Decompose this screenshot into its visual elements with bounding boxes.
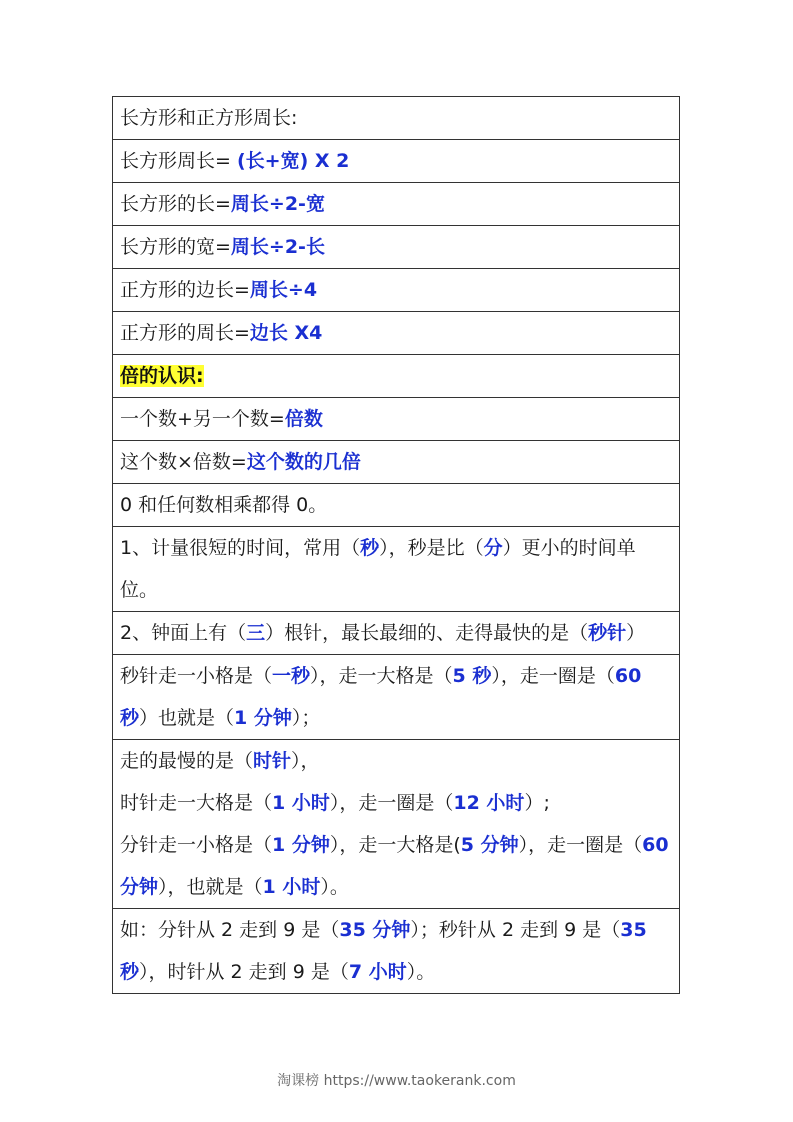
- body-text: 正方形的周长=: [120, 322, 250, 344]
- answer-text: 60 分钟: [120, 834, 669, 898]
- body-text: 正方形的边长=: [120, 279, 250, 301]
- body-text: ）更小的时间单位。: [120, 537, 636, 601]
- table-row: [113, 740, 680, 909]
- answer-text: 周长÷4: [249, 279, 318, 301]
- answer-text: 秒: [360, 537, 380, 559]
- body-text: 这个数×倍数=: [120, 451, 247, 473]
- table-cell: [113, 183, 680, 226]
- body-text: ），: [291, 750, 320, 772]
- table-cell: [113, 312, 680, 355]
- answer-text: 时针: [253, 750, 292, 772]
- answer-text: 1 小时: [272, 792, 330, 814]
- body-text: 2、钟面上有（: [120, 622, 247, 644]
- answer-text: 周长÷2-宽: [230, 193, 325, 215]
- table-row: [113, 97, 680, 140]
- cell-line: [120, 740, 672, 782]
- body-text: ）也就是（: [139, 707, 235, 729]
- answer-text: 7 小时: [348, 961, 407, 983]
- body-text: 长方形的长=: [120, 193, 231, 215]
- section-heading: 倍的认识:: [120, 365, 204, 387]
- table-cell: [113, 97, 680, 140]
- table-cell: [113, 140, 680, 183]
- body-text: ）: [626, 622, 646, 644]
- body-text: ），走一圈是（: [329, 792, 454, 814]
- body-text: 走的最慢的是（: [120, 750, 254, 772]
- body-text: ），走一圈是（: [518, 834, 643, 856]
- cell-line: [120, 782, 672, 824]
- table-row: [113, 183, 680, 226]
- body-text: 长方形和正方形周长:: [120, 107, 298, 129]
- answer-text: 1 分钟: [234, 707, 292, 729]
- page-footer: 淘课榜 https://www.taokerank.com: [277, 1073, 516, 1089]
- table-row: [113, 441, 680, 484]
- body-text: ）根针，最长最细的、走得最快的是（: [265, 622, 589, 644]
- notes-table-body: [113, 97, 680, 994]
- answer-text: 35 分钟: [339, 919, 411, 941]
- answer-text: (长+宽) X 2: [236, 150, 350, 172]
- body-text: 分针走一小格是（: [120, 834, 273, 856]
- body-text: ），走一大格是（: [310, 665, 453, 687]
- answer-text: 三: [246, 622, 266, 644]
- table-cell: [113, 909, 680, 994]
- cell-line: [120, 824, 672, 908]
- body-text: ）;: [524, 792, 550, 814]
- table-cell: [113, 527, 680, 612]
- table-cell: [113, 269, 680, 312]
- answer-text: 秒针: [588, 622, 627, 644]
- table-cell: [113, 484, 680, 527]
- table-row: [113, 140, 680, 183]
- table-row: [113, 612, 680, 655]
- answer-text: 周长÷2-长: [230, 236, 325, 258]
- body-text: ）。: [406, 961, 436, 983]
- notes-sheet: [112, 96, 680, 994]
- body-text: 0 和任何数相乘都得 0。: [120, 494, 328, 516]
- table-row: [113, 312, 680, 355]
- answer-text: 60 秒: [120, 665, 642, 729]
- table-cell: [113, 655, 680, 740]
- table-cell: [113, 740, 680, 909]
- answer-text: 5 分钟: [460, 834, 519, 856]
- body-text: 秒针走一小格是（: [120, 665, 273, 687]
- body-text: 如：分针从 2 走到 9 是（: [120, 919, 340, 941]
- table-cell: [113, 398, 680, 441]
- answer-text: 边长 X4: [249, 322, 323, 344]
- table-cell: [113, 355, 680, 398]
- body-text: ）；: [291, 707, 321, 729]
- table-cell: [113, 612, 680, 655]
- body-text: ）；秒针从 2 走到 9 是（: [410, 919, 621, 941]
- body-text: ）。: [320, 876, 349, 898]
- answer-text: 这个数的几倍: [246, 451, 361, 473]
- answer-text: 5 秒: [452, 665, 492, 687]
- answer-text: 1 分钟: [272, 834, 330, 856]
- body-text: ），时针从 2 走到 9 是（: [139, 961, 349, 983]
- body-text: 1、计量很短的时间，常用（: [120, 537, 361, 559]
- table-row: [113, 269, 680, 312]
- table-cell: [113, 226, 680, 269]
- table-row: [113, 398, 680, 441]
- body-text: ），走一大格是(: [329, 834, 461, 856]
- table-row: [113, 909, 680, 994]
- answer-text: 分: [483, 537, 503, 559]
- table-row: [113, 655, 680, 740]
- answer-text: 35 秒: [120, 919, 647, 983]
- table-row: [113, 527, 680, 612]
- answer-text: 倍数: [284, 408, 323, 430]
- answer-text: 12 小时: [453, 792, 525, 814]
- body-text: 时针走一大格是（: [120, 792, 273, 814]
- body-text: 长方形的宽=: [120, 236, 231, 258]
- notes-table: [112, 96, 680, 994]
- answer-text: 一秒: [272, 665, 311, 687]
- table-row: [113, 484, 680, 527]
- body-text: 长方形周长=: [120, 150, 237, 172]
- body-text: 一个数+另一个数=: [120, 408, 285, 430]
- body-text: ），走一圈是（: [491, 665, 615, 687]
- table-row: [113, 226, 680, 269]
- table-row: [113, 355, 680, 398]
- body-text: ），也就是（: [158, 876, 263, 898]
- body-text: ），秒是比（: [379, 537, 484, 559]
- table-cell: [113, 441, 680, 484]
- answer-text: 1 小时: [262, 876, 321, 898]
